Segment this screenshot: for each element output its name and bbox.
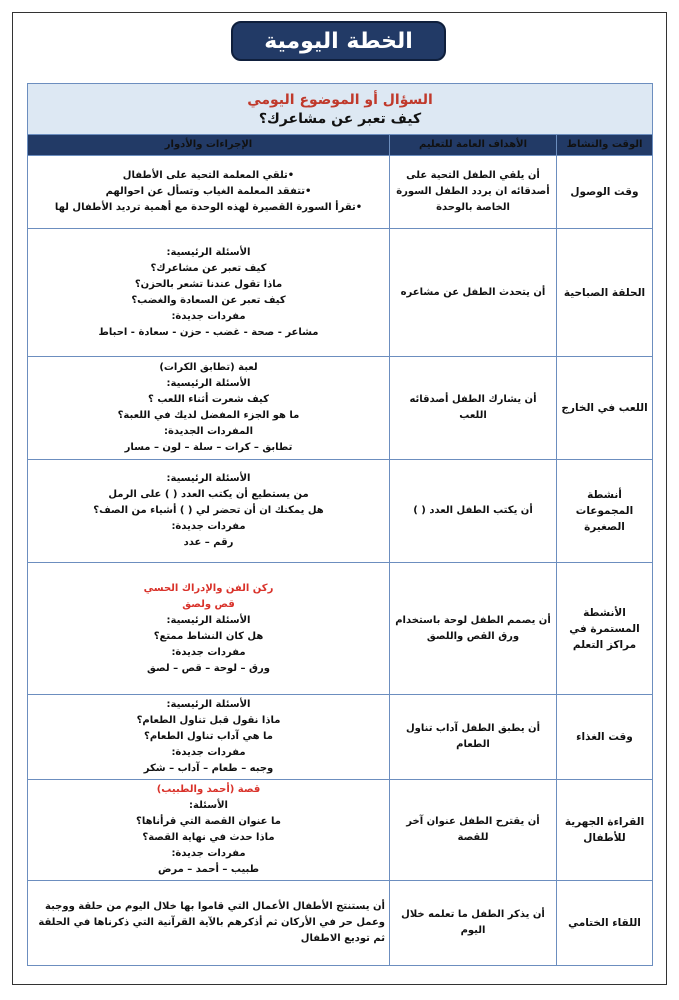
page-title: الخطة اليومية (231, 21, 446, 61)
procedure-line: •تتفقد المعلمة الغياب وتسأل عن احوالهم (105, 186, 312, 197)
procedure-line: مفردات جديدة: (171, 521, 246, 532)
header-goals: الأهداف العامة للتعليم (390, 135, 557, 156)
activity-procedures-cell (28, 156, 390, 229)
header-time-activity: الوقت والنشاط (557, 135, 653, 156)
procedure-line: ماذا حدث في نهاية القصة؟ (142, 832, 275, 843)
daily-topic-cell (28, 84, 653, 135)
activity-procedures-cell (28, 695, 390, 780)
procedure-line: ما هو الجزء المفضل لديك في اللعبة؟ (117, 410, 300, 421)
activity-goal-cell: أن يلقي الطفل التحية على أصدقائه ان يردد الطفل السورة الخاصة بالوحدة (390, 156, 557, 229)
table-row (28, 780, 653, 881)
procedure-line: مشاعر - صحة - غضب - حزن - سعادة - احباط (98, 326, 319, 338)
procedure-line: •تقرأ السورة القصيرة لهذه الوحدة مع أهمية ترديد الأطفال لها (54, 202, 363, 213)
activity-procedures-cell (28, 563, 390, 695)
page-frame (12, 12, 667, 985)
procedure-line: مفردات جديدة: (171, 646, 246, 658)
table-row (28, 156, 653, 229)
activity-procedures-cell (28, 229, 390, 357)
procedure-line: قصة (أحمد والطبيب) (156, 784, 261, 795)
activity-time-cell: اللقاء الختامي (557, 881, 653, 966)
procedure-line: ما هي آداب تناول الطعام؟ (144, 731, 273, 742)
activity-time-cell: أنشطة المجموعات الصغيرة (557, 460, 653, 563)
procedure-line: الأسئلة الرئيسية: (166, 699, 251, 710)
activity-procedures-cell (28, 460, 390, 563)
procedure-line: قص ولصق (182, 598, 235, 610)
procedure-line: مفردات جديدة: (171, 310, 246, 322)
procedure-line: الأسئلة الرئيسية: (166, 378, 251, 389)
procedure-line: مفردات جديدة: (171, 747, 246, 758)
procedure-line: المفردات الجديدة: (164, 426, 253, 437)
activity-procedures-cell (28, 780, 390, 881)
procedure-line: طبيب – أحمد – مرض (157, 864, 260, 875)
daily-plan-table (27, 83, 653, 966)
procedure-line: مفردات جديدة: (171, 848, 246, 859)
procedure-line: ركن الفن والإدراك الحسي (143, 582, 274, 594)
table-row (28, 563, 653, 695)
daily-topic-label: السؤال أو الموضوع اليومي (247, 92, 433, 108)
procedure-line: كيف تعبر عن السعادة والغضب؟ (131, 294, 286, 306)
procedure-line: هل كان النشاط ممتع؟ (153, 630, 264, 642)
activity-goal-cell: أن يقترح الطفل عنوان آخر للقصة (390, 780, 557, 881)
activity-goal-cell: أن يتحدث الطفل عن مشاعره (390, 229, 557, 357)
procedure-line: كيف شعرت أثناء اللعب ؟ (148, 394, 269, 405)
procedure-line: رقم – عدد (183, 537, 234, 548)
procedure-line: من يستطيع أن يكتب العدد ( ) على الرمل (108, 489, 309, 500)
activity-goal-cell: أن يصمم الطفل لوحة باستخدام ورق القص واللصق (390, 563, 557, 695)
activity-time-cell: الأنشطة المستمرة في مراكز التعلم (557, 563, 653, 695)
procedure-line: ورق – لوحة – قص – لصق (147, 662, 270, 674)
table-row (28, 357, 653, 460)
procedure-line: وجبه – طعام – آداب – شكر (143, 763, 274, 774)
procedure-line: هل يمكنك ان أن تحضر لي ( ) أشياء من الصف؟ (93, 505, 324, 516)
daily-topic-question: كيف تعبر عن مشاعرك؟ (258, 111, 422, 127)
activity-goal-cell: أن يطبق الطفل آداب تناول الطعام (390, 695, 557, 780)
activity-procedures-cell (28, 881, 390, 966)
procedure-line: كيف تعبر عن مشاعرك؟ (150, 262, 267, 274)
procedure-line: ماذا تقول عندنا تشعر بالحزن؟ (134, 278, 283, 290)
procedure-line: الأسئلة: (189, 800, 228, 811)
table-row (28, 460, 653, 563)
procedure-line: تطابق – كرات – سلة – لون – مسار (124, 442, 293, 453)
header-procedures: الإجراءات والأدوار (28, 135, 390, 156)
procedure-line: لعبة (تطابق الكرات) (159, 362, 258, 373)
table-header-row (28, 135, 653, 156)
activity-goal-cell: أن يذكر الطفل ما تعلمه خلال اليوم (390, 881, 557, 966)
activity-procedures-cell (28, 357, 390, 460)
procedure-line: الأسئلة الرئيسية: (166, 473, 251, 484)
activity-time-cell: القراءة الجهرية للأطفال (557, 780, 653, 881)
procedure-line: الأسئلة الرئيسية: (166, 614, 251, 626)
table-row (28, 695, 653, 780)
activity-time-cell: وقت الغذاء (557, 695, 653, 780)
procedure-line: ماذا نقول قبل تناول الطعام؟ (136, 715, 281, 726)
activity-time-cell: اللعب في الخارج (557, 357, 653, 460)
activity-goal-cell: أن يشارك الطفل أصدقائه اللعب (390, 357, 557, 460)
procedure-line: •تلقي المعلمة التحية على الأطفال (122, 170, 295, 181)
procedure-line: أن يستنتج الأطفال الأعمال التي قاموا بها خلال اليوم من حلقة ووجبة وعمل حر في الأركان ثم أذكرهم بالآية القرآنية التي ذكرناها في الحلقة ثم توديع الاطفال (38, 901, 385, 944)
table-row (28, 881, 653, 966)
activity-time-cell: الحلقة الصباحية (557, 229, 653, 357)
table-row (28, 229, 653, 357)
procedure-line: ما عنوان القصة التي قرأناها؟ (136, 816, 281, 827)
procedure-line: الأسئلة الرئيسية: (166, 246, 251, 258)
activity-time-cell: وقت الوصول (557, 156, 653, 229)
activity-goal-cell: أن يكتب الطفل العدد ( ) (390, 460, 557, 563)
